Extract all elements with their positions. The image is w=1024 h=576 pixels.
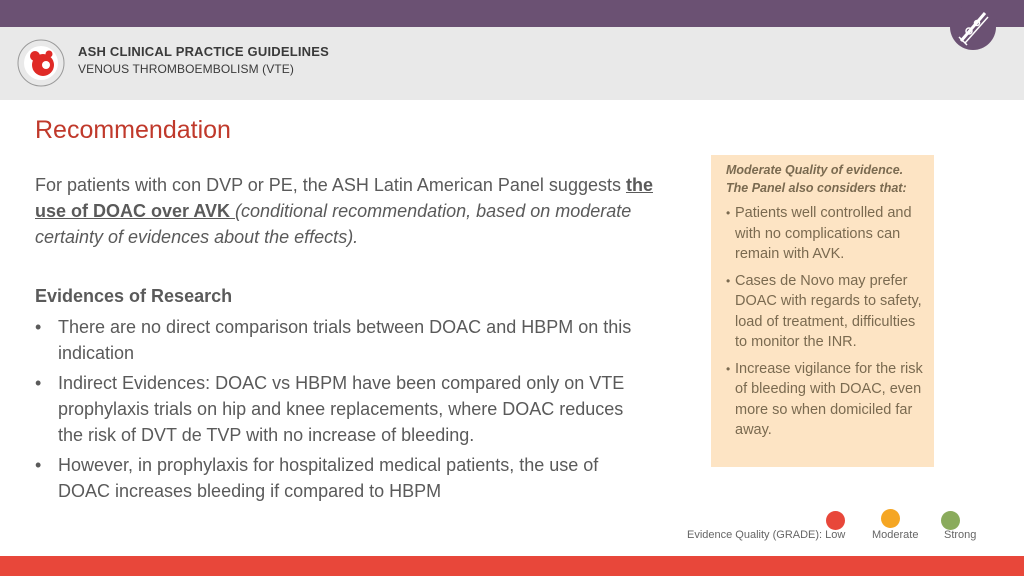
bullet-icon: • xyxy=(35,317,42,337)
bullet-icon: • xyxy=(35,455,42,475)
intro-note: (conditional recommendation, based on moderate certainty of evidences about the effects). xyxy=(35,201,632,247)
list-item-text: There are no direct comparison trials between DOAC and HBPM on this indication xyxy=(58,317,632,363)
grade-low-label: Evidence Quality (GRADE): Low xyxy=(687,529,846,541)
grade-strong-label: Strong xyxy=(944,529,977,541)
blood-vessel-icon xyxy=(947,7,999,51)
page-title: Recommendation xyxy=(35,116,231,144)
intro-text: For patients with con DVP or PE, the ASH Latin American Panel suggests xyxy=(35,175,626,195)
evidence-heading: Evidences of Research xyxy=(35,286,233,306)
considerations-heading-line: The Panel also considers that: xyxy=(726,181,907,195)
bottom-bar xyxy=(0,556,1024,576)
org-title: ASH CLINICAL PRACTICE GUIDELINES xyxy=(78,44,330,59)
considerations-heading-line: Moderate Quality of evidence. xyxy=(726,163,904,177)
org-subtitle: VENOUS THROMBOEMBOLISM (VTE) xyxy=(78,62,294,76)
bullet-icon: • xyxy=(726,206,731,220)
list-item-text: Cases de Novo may prefer DOAC with regards to safety, load of treatment, difficulties to monitor the INR. xyxy=(735,272,922,350)
considerations-list xyxy=(726,203,926,441)
grade-moderate-dot xyxy=(881,509,900,528)
considerations-heading xyxy=(726,161,926,197)
evidence-list xyxy=(35,314,635,508)
header xyxy=(0,27,1024,100)
bullet-icon: • xyxy=(726,361,731,376)
list-item xyxy=(726,359,926,441)
list-item xyxy=(35,370,635,448)
grade-strong-dot xyxy=(941,511,960,530)
list-item-text: Increase vigilance for the risk of bleeding with DOAC, even more so when domiciled far away. xyxy=(735,360,923,438)
list-item xyxy=(726,203,926,265)
list-item xyxy=(35,314,635,366)
grade-moderate-label: Moderate xyxy=(872,529,919,541)
list-item-text: Patients well controlled and with no complications can remain with AVK. xyxy=(735,205,912,262)
bullet-icon: • xyxy=(726,273,731,288)
intro-emphasis: the use of DOAC over AVK xyxy=(35,175,653,221)
top-bar xyxy=(0,0,1024,27)
bullet-icon: • xyxy=(35,373,42,393)
list-item xyxy=(726,271,926,353)
list-item-text: Indirect Evidences: DOAC vs HBPM have been compared only on VTE prophylaxis trials on hip and knee replacements, where DOAC reduces the risk of DVT de TVP with no increase of bleeding. xyxy=(58,373,625,445)
grade-low-dot xyxy=(826,511,845,530)
recommendation-text xyxy=(35,172,655,250)
list-item xyxy=(35,452,635,504)
list-item-text: However, in prophylaxis for hospitalized medical patients, the use of DOAC increases bleeding if compared to HBPM xyxy=(58,455,599,501)
considerations-box xyxy=(711,155,934,467)
ash-logo-icon xyxy=(16,38,66,88)
